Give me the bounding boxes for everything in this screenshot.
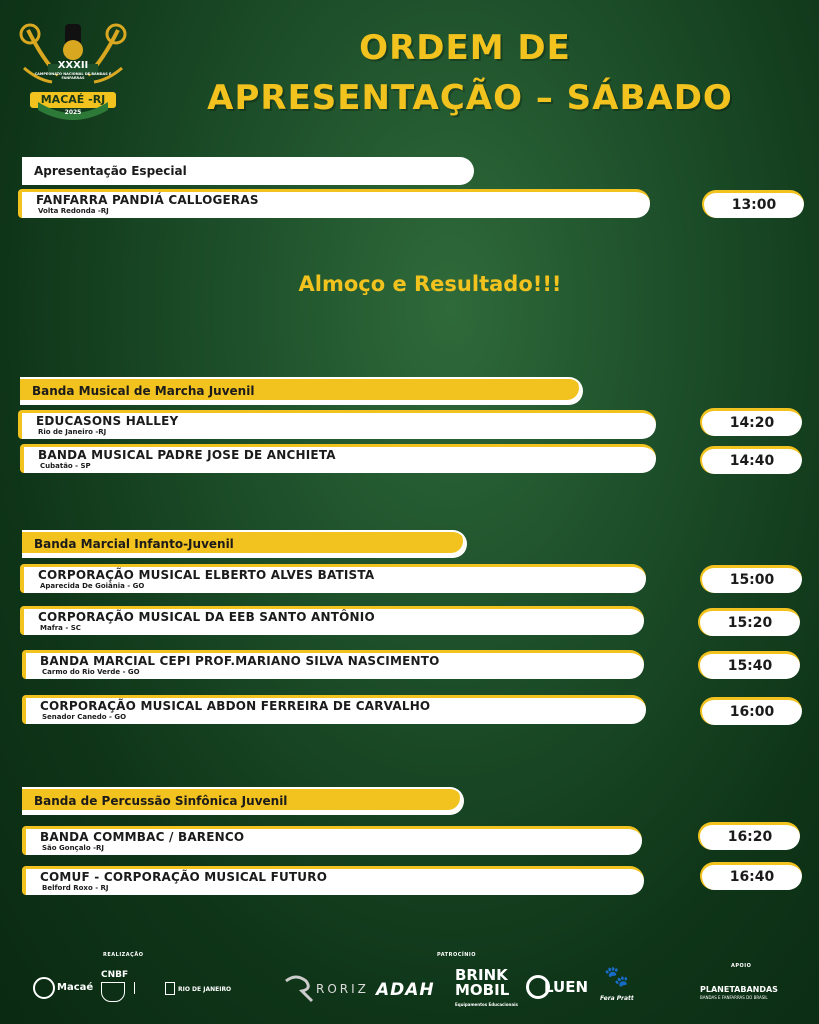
- entry-row: [22, 826, 642, 855]
- footer-label-realizacao: REALIZAÇÃO: [103, 952, 144, 958]
- sponsor-roriz: RORIZ: [316, 982, 369, 996]
- entry-row: [22, 695, 646, 724]
- paw-icon: 🐾: [604, 964, 629, 988]
- cnbf-shield-icon: [101, 982, 125, 1002]
- entry-time: 16:40: [700, 862, 802, 890]
- entry-name: CORPORAÇÃO MUSICAL ABDON FERREIRA DE CARVALHO: [40, 699, 431, 713]
- entry-row: [20, 444, 656, 473]
- sponsor-planetabandas: PLANETABANDAS: [700, 985, 778, 994]
- sponsor-brink-sub: Equipamentos Educacionais: [455, 1002, 518, 1007]
- realizacao-rio: RIO DE JANEIRO: [178, 986, 232, 993]
- section-header-percussao-sinfonica: Banda de Percussão Sinfônica Juvenil: [22, 787, 464, 815]
- sponsor-planetabandas-sub: BANDAS E FANFARRAS DO BRASIL: [700, 995, 768, 1000]
- entry-name: CORPORAÇÃO MUSICAL DA EEB SANTO ANTÔNIO: [38, 610, 375, 624]
- footer-label-apoio: APOIO: [731, 963, 752, 969]
- logo-year: 2025: [64, 109, 82, 116]
- entry-name: BANDA COMMBAC / BARENCO: [40, 830, 245, 844]
- sponsor-luen: LUEN: [544, 978, 589, 996]
- section-header-marcha-juvenil: Banda Musical de Marcha Juvenil: [20, 377, 583, 405]
- entry-city: Senador Canedo - GO: [42, 713, 127, 721]
- entry-row: [18, 410, 656, 439]
- entry-time: 14:40: [700, 446, 802, 474]
- entry-name: EDUCASONS HALLEY: [36, 414, 179, 428]
- entry-time: 16:20: [698, 822, 800, 850]
- lunch-notice: Almoço e Resultado!!!: [298, 272, 562, 296]
- entry-name: BANDA MARCIAL CEPI PROF.MARIANO SILVA NASCIMENTO: [40, 654, 440, 668]
- entry-city: Rio de Janeiro -RJ: [38, 428, 107, 436]
- entry-time: 13:00: [702, 190, 804, 218]
- entry-name: BANDA MUSICAL PADRE JOSE DE ANCHIETA: [38, 448, 336, 462]
- entry-time: 16:00: [700, 697, 802, 725]
- entry-city: Carmo do Rio Verde - GO: [42, 668, 140, 676]
- sponsor-adah: ADAH: [376, 980, 435, 1000]
- entry-name: CORPORAÇÃO MUSICAL ELBERTO ALVES BATISTA: [38, 568, 375, 582]
- realizacao-macae: Macaé: [57, 982, 94, 993]
- entry-city: Aparecida De Goiânia - GO: [40, 582, 145, 590]
- sponsor-fera-pratt: Fera Pratt: [600, 995, 634, 1002]
- entry-name: FANFARRA PANDIÁ CALLOGERAS: [36, 193, 259, 207]
- entry-row: [22, 866, 644, 895]
- entry-time: 14:20: [700, 408, 802, 436]
- entry-row: [20, 564, 646, 593]
- governo-divider: [134, 982, 160, 994]
- logo-city: MACAÉ -RJ: [40, 93, 106, 106]
- realizacao-cnbf: CNBF: [101, 970, 129, 980]
- footer-label-patrocinio: PATROCÍNIO: [437, 952, 477, 958]
- entry-time: 15:00: [700, 565, 802, 593]
- section-header-marcial-infanto-juvenil: Banda Marcial Infanto-Juvenil: [22, 530, 467, 558]
- logo-event: CAMPEONATO NACIONAL DE BANDAS E FANFARRAS: [34, 72, 112, 80]
- roriz-symbol-icon: [282, 973, 316, 1003]
- entry-time: 15:40: [698, 651, 800, 679]
- logo-edition: XXXII: [57, 60, 89, 71]
- entry-city: Cubatão - SP: [40, 462, 91, 470]
- entry-city: Mafra - SC: [40, 624, 81, 632]
- entry-name: COMUF - CORPORAÇÃO MUSICAL FUTURO: [40, 870, 328, 884]
- entry-row: [20, 606, 644, 635]
- macae-seal-icon: [33, 977, 55, 999]
- event-logo: [18, 20, 128, 120]
- entry-city: São Gonçalo -RJ: [42, 844, 104, 852]
- page-title-line2: APRESENTAÇÃO – SÁBADO: [207, 78, 733, 118]
- page-title-line1: ORDEM DE: [359, 28, 571, 68]
- entry-time: 15:20: [698, 608, 800, 636]
- entry-city: Belford Roxo - RJ: [42, 884, 109, 892]
- entry-row: [22, 650, 644, 679]
- sponsor-brink-mobil: BRINK MOBIL: [455, 966, 510, 999]
- section-header-special: Apresentação Especial: [22, 157, 474, 185]
- entry-row: [18, 189, 650, 218]
- rj-crest-icon: [165, 982, 175, 995]
- entry-city: Volta Redonda -RJ: [38, 207, 109, 215]
